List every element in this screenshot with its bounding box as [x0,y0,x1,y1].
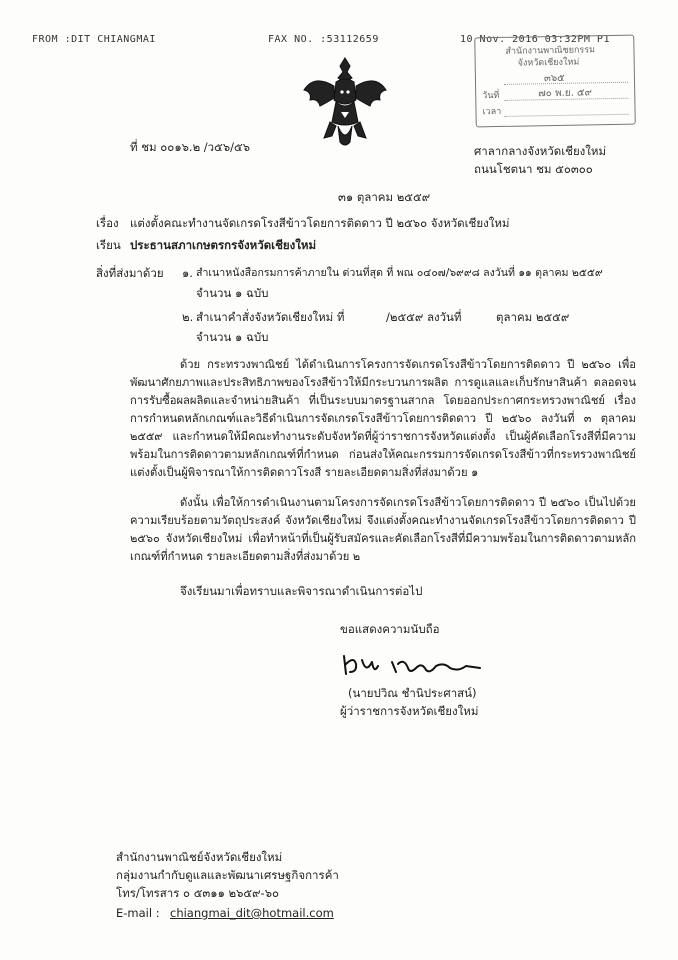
fax-from: FROM :DIT CHIANGMAI [32,34,156,45]
fax-date-time: 10 Nov. 2016 03:32PM P1 [460,34,610,45]
subject-text: แต่งตั้งคณะทำงานจัดเกรดโรงสีข้าวโดยการติดดาว ปี ๒๕๖๐ จังหวัดเชียงใหม่ [130,216,510,230]
signer-title: ผู้ว่าราชการจังหวัดเชียงใหม่ [340,704,479,718]
enclosure-1-count: จำนวน ๑ ฉบับ [196,286,269,300]
enclosure-2-number: ๒. [182,310,194,324]
stamp-time-label: เวลา [482,106,502,118]
enclosure-2-text-a: สำเนาคำสั่งจังหวัดเชียงใหม่ ที่ [196,310,345,324]
handwritten-signature [338,650,488,680]
stamp-org-line1: สำนักงานพาณิชยกรรม [505,45,596,57]
receipt-stamp [474,35,636,128]
footer-email-link[interactable]: chiangmai_dit@hotmail.com [170,906,334,920]
letter-date: ๓๑ ตุลาคม ๒๕๕๙ [338,190,431,204]
fax-number: FAX NO. :53112659 [268,34,379,45]
recipient-text: ประธานสภาเกษตรกรจังหวัดเชียงใหม่ [130,238,317,252]
body-paragraph-2: ดังนั้น เพื่อให้การดำเนินงานตามโครงการจัดเกรดโรงสีข้าวโดยการติดดาว ปี ๒๕๖๐ เป็นไปด้วยความเรียบร้อยตามวัตถุประสงค์ จังหวัดเชียงใหม่ จึงแต่งตั้งคณะทำงานจัดเกรดโรงสีข้าวโดยการติดดาว ปี ๒๕๖๐ จังหวัดเชียงใหม่ เพื่อทำหน้าที่เป็นผู้รับสมัครและคัดเลือกโรงสีที่มีความพร้อมในการติดดาวตามหลักเกณฑ์ที่กำหนด รายละเอียดตามสิ่งที่ส่งมาด้วย ๒ [130,496,636,563]
enclosure-1-number: ๑. [182,266,193,280]
body-paragraph-1: ด้วย กระทรวงพาณิชย์ ได้ดำเนินการโครงการจัดเกรดโรงสีข้าวโดยการติดดาว ปี ๒๕๖๐ เพื่อพัฒนาศักยภาพและประสิทธิภาพของโรงสีข้าวให้มีกระบวนการผลิต การดูแลและเก็บรักษาสินค้า ตลอดจนการรับซื้อผลผลิตและจำหน่ายสินค้า ที่เป็นระบบมาตรฐานสากล โดยออกประกาศกระทรวงพาณิชย์ เรื่อง การกำหนดหลักเกณฑ์และวิธีดำเนินการจัดเกรดโรงสีข้าวโดยการติดดาว ปี ๒๕๖๐ ลงวันที่ ๓ ตุลาคม ๒๕๕๙ และกำหนดให้มีคณะทำงานระดับจังหวัดที่ผู้ว่าราชการจังหวัดแต่งตั้ง เป็นผู้คัดเลือกโรงสีที่มีความพร้อมในการติดดาวตามหลักเกณฑ์ที่กำหนด ก่อนส่งให้คณะกรรมการจัดเกรดโรงสีข้าวที่กระทรวงพาณิชย์แต่งตั้งเป็นผู้พิจารณาให้การติดดาวโรงสี รายละเอียดตามสิ่งที่ส่งมาด้วย ๑ [130,358,636,479]
stamp-line [505,114,629,117]
stamp-date-label: วันที่ [482,90,500,102]
stamp-date-value: ๗๐ พ.ย. ๕๙ [538,87,592,100]
stamp-number: ๓๖๕ [543,72,565,85]
closing-request: จึงเรียนมาเพื่อทราบและพิจารณาดำเนินการต่อไป [180,584,423,598]
closing-salutation: ขอแสดงความนับถือ [340,622,440,636]
recipient-label: เรียน [96,238,121,252]
stamp-org-line2: จังหวัดเชียงใหม่ [517,57,580,69]
garuda-emblem-icon [300,52,390,152]
subject-label: เรื่อง [96,216,119,230]
reference-number: ที่ ชม ๐๐๑๖.๒ /ว๕๖/๕๖ [130,140,251,154]
footer-division: กลุ่มงานกำกับดูแลและพัฒนาเศรษฐกิจการค้า [116,868,339,882]
footer-phone: โทร/โทรสาร ๐ ๕๓๑๑ ๒๖๕๙-๖๐ [116,886,280,900]
enclosures-label: สิ่งที่ส่งมาด้วย [96,266,164,280]
signer-name: (นายปวิณ ชำนิประศาสน์) [348,686,477,700]
footer-office: สำนักงานพาณิชย์จังหวัดเชียงใหม่ [116,850,283,864]
enclosure-2-text-b: /๒๕๕๙ ลงวันที่ [386,310,462,324]
stamp-line [504,82,628,85]
office-address-line1: ศาลากลางจังหวัดเชียงใหม่ [474,144,607,158]
footer-email-label: E-mail : [116,906,160,920]
enclosure-2-count: จำนวน ๑ ฉบับ [196,330,269,344]
office-address-line2: ถนนโชตนา ชม ๕๐๓๐๐ [474,162,593,176]
enclosure-2-text-c: ตุลาคม ๒๕๕๙ [496,310,570,324]
enclosure-1-text: สำเนาหนังสือกรมการค้าภายใน ด่วนที่สุด ที่ พณ ๐๔๐๗/๖๙๙๘ ลงวันที่ ๑๑ ตุลาคม ๒๕๕๙ [196,267,603,279]
